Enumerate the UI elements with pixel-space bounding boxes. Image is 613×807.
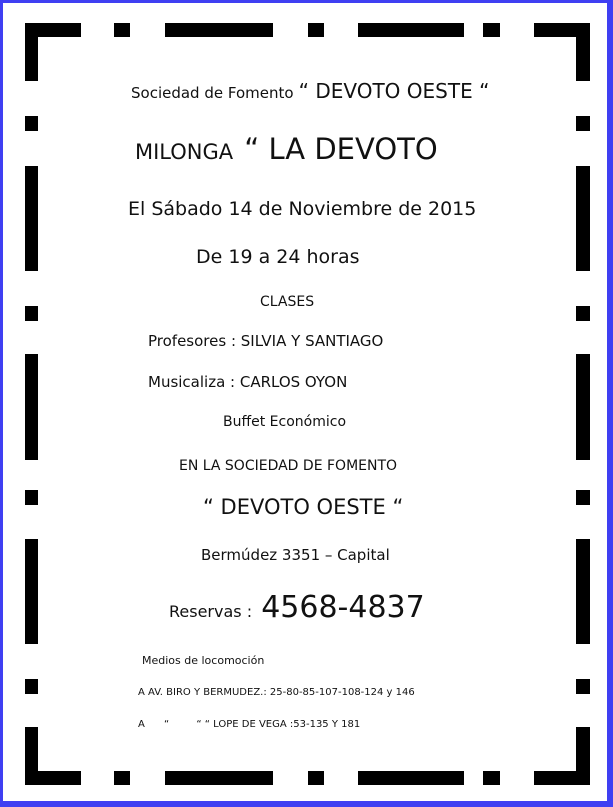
transport-line-2 xyxy=(138,719,360,730)
frame-dash xyxy=(165,23,273,37)
frame-dash xyxy=(576,727,590,785)
transport-line-2-prefix: A xyxy=(138,719,145,730)
frame-dash xyxy=(576,354,590,460)
reservations-phone: 4568-4837 xyxy=(261,590,425,625)
reservations-label: Reservas : xyxy=(169,602,253,621)
dj: Musicaliza : CARLOS OYON xyxy=(148,373,348,391)
frame-dash xyxy=(25,23,38,81)
frame-dash xyxy=(576,23,590,81)
frame-dash xyxy=(576,490,590,505)
event-date: El Sábado 14 de Noviembre de 2015 xyxy=(128,198,477,220)
frame-dash xyxy=(25,116,38,131)
venue-name: “ DEVOTO OESTE “ xyxy=(203,495,404,519)
frame-dash xyxy=(576,116,590,131)
reservations xyxy=(169,590,425,625)
frame-dash xyxy=(165,771,273,785)
frame-dash xyxy=(483,771,500,785)
frame-dash xyxy=(114,771,130,785)
transport-line-2-ditto-1: “ xyxy=(164,719,170,730)
frame-dash xyxy=(308,23,324,37)
teachers: Profesores : SILVIA Y SANTIAGO xyxy=(148,332,384,350)
frame-dash xyxy=(483,23,500,37)
frame-dash xyxy=(576,539,590,644)
transport-title: Medios de locomoción xyxy=(142,654,265,667)
flyer-page xyxy=(3,3,607,801)
frame-dash xyxy=(576,306,590,321)
frame-dash xyxy=(25,306,38,321)
frame-dash xyxy=(25,771,81,785)
milonga-title xyxy=(135,132,438,166)
frame-dash xyxy=(25,166,38,271)
venue-intro: EN LA SOCIEDAD DE FOMENTO xyxy=(179,458,398,474)
transport-line-2-route: LOPE DE VEGA :53-135 Y 181 xyxy=(213,719,361,730)
frame-dash xyxy=(576,166,590,271)
frame-dash xyxy=(358,23,464,37)
buffet: Buffet Económico xyxy=(223,414,347,430)
frame-dash xyxy=(576,679,590,694)
org-line xyxy=(131,79,489,103)
event-hours: De 19 a 24 horas xyxy=(196,246,360,268)
frame-dash xyxy=(25,679,38,694)
frame-dash xyxy=(308,771,324,785)
classes-heading: CLASES xyxy=(260,294,315,310)
org-prefix: Sociedad de Fomento xyxy=(131,84,294,102)
transport-line-1: A AV. BIRO Y BERMUDEZ.: 25-80-85-107-108-124 y 146 xyxy=(138,687,415,698)
milonga-label: MILONGA xyxy=(135,140,234,164)
frame-dash xyxy=(25,490,38,505)
frame-dash xyxy=(114,23,130,37)
address: Bermúdez 3351 – Capital xyxy=(201,546,390,564)
frame-dash xyxy=(25,354,38,460)
frame-dash xyxy=(358,771,464,785)
transport-line-2-ditto-2: “ “ xyxy=(196,719,210,730)
milonga-name: “ LA DEVOTO xyxy=(244,132,438,166)
org-name: “ DEVOTO OESTE “ xyxy=(298,79,490,103)
frame-dash xyxy=(25,539,38,644)
